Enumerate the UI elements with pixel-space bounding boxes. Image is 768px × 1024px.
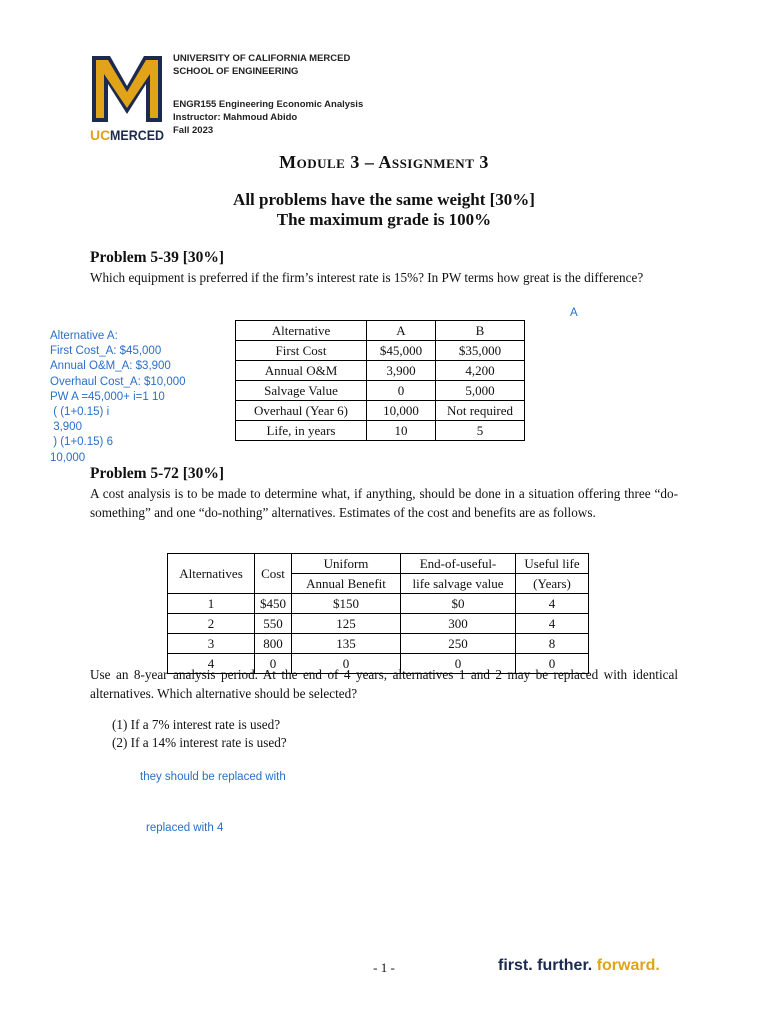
problem2-heading: Problem 5-72 [30%] [90,465,225,482]
table-cell: 125 [292,614,401,634]
table-header-cell: life salvage value [401,574,516,594]
table-cell: $0 [401,594,516,614]
instructor-name: Instructor: Mahmoud Abido [173,112,298,123]
table-header-cell: A [367,321,436,341]
table-header-cell: Uniform [292,554,401,574]
question-item: (1) If a 7% interest rate is used? [112,717,281,732]
table-row [236,401,525,421]
table-row [168,594,589,614]
table-header-cell: Annual Benefit [292,574,401,594]
table-header-cell: End-of-useful- [401,554,516,574]
table-row [168,614,589,634]
table-cell: 4 [516,594,589,614]
table-cell: 10,000 [367,401,436,421]
table-header-cell: Alternatives [168,554,255,594]
table-cell: 250 [401,634,516,654]
table-cell: 5,000 [436,381,525,401]
table-cell: 1 [168,594,255,614]
problem1-text: Which equipment is preferred if the firm’s interest rate is 15%? In PW terms how great is the difference? [90,270,644,285]
problem1-heading: Problem 5-39 [30%] [90,249,225,266]
annotation-left [50,329,186,466]
table-cell: 0 [292,654,401,674]
annotation-line: First Cost_A: $45,000 [50,345,162,358]
table-cell: 5 [436,421,525,441]
table-cell: 10 [367,421,436,441]
table-header-cell: Cost [255,554,292,594]
problem2-instructions: Use an 8-year analysis period. At the end of 4 years, alternatives 1 and 2 may be replaced with identical alternatives. Which alternative should be selected? [90,667,678,701]
table-header-row [236,321,525,341]
table-cell: 3,900 [367,361,436,381]
annotation-replaced-2: replaced with 4 [146,822,224,834]
annotation-a: A [570,307,578,319]
table-cell: 4,200 [436,361,525,381]
annotation-line: 10,000 [50,451,86,464]
table-row [168,634,589,654]
table-cell: 0 [401,654,516,674]
table-row [236,361,525,381]
annotation-line: ) (1+0.15) 6 [50,436,113,449]
table-cell: $450 [255,594,292,614]
tagline-first: first. further. [498,957,597,974]
table-cell: 3 [168,634,255,654]
problem2-text: A cost analysis is to be made to determine what, if anything, should be done in a situation offering three “do-something” and one “do-nothing” alternatives. Estimates of the cost and benefits are as follows. [90,486,678,520]
table-cell: 800 [255,634,292,654]
table-header-cell: Useful life [516,554,589,574]
table-cell: Overhaul (Year 6) [236,401,367,421]
table-cell: 0 [367,381,436,401]
table-cell: First Cost [236,341,367,361]
annotation-line: PW A =45,000+ i=1 10 [50,390,165,403]
table-row [236,341,525,361]
question-item: (2) If a 14% interest rate is used? [112,735,287,750]
term: Fall 2023 [173,125,214,136]
table-cell: Annual O&M [236,361,367,381]
table-cell: 4 [516,614,589,634]
header-course [173,98,363,137]
school-name: SCHOOL OF ENGINEERING [173,66,299,77]
table-cell: 0 [255,654,292,674]
page-number: - 1 - [373,960,395,975]
ucmerced-logo [90,52,164,144]
table-cell: Life, in years [236,421,367,441]
table-header-cell: B [436,321,525,341]
table-cell: 8 [516,634,589,654]
logo-merced-text: MERCED [110,127,164,143]
tagline [498,957,660,975]
university-name: UNIVERSITY OF CALIFORNIA MERCED [173,53,351,64]
table-cell: 550 [255,614,292,634]
question-list [112,716,287,752]
table-cell: $150 [292,594,401,614]
table-row [236,381,525,401]
table-cell: 4 [168,654,255,674]
course-name: ENGR155 Engineering Economic Analysis [173,99,364,110]
weight-note: All problems have the same weight [30%] [233,190,535,209]
table-cell: 135 [292,634,401,654]
header-institution [173,52,350,78]
table-header-cell: Alternative [236,321,367,341]
max-grade-note: The maximum grade is 100% [276,210,492,229]
annotation-replaced-1: they should be replaced with [140,771,286,783]
problem2-table [167,553,589,674]
table-cell: 300 [401,614,516,634]
table-cell: Not required [436,401,525,421]
table-header-row [168,554,589,574]
problem1-table [235,320,525,441]
annotation-line: Overhaul Cost_A: $10,000 [50,375,186,388]
table-cell: $35,000 [436,341,525,361]
logo-uc-text: UC [90,127,111,143]
table-header-cell: (Years) [516,574,589,594]
table-cell: $45,000 [367,341,436,361]
annotation-line: ( (1+0.15) i [50,406,110,419]
table-cell: 0 [516,654,589,674]
annotation-line: Alternative A: [50,330,118,342]
table-row [236,421,525,441]
annotation-line: Annual O&M_A: $3,900 [50,360,171,373]
table-cell: 2 [168,614,255,634]
page-title: Module 3 – Assignment 3 [279,152,489,172]
table-cell: Salvage Value [236,381,367,401]
annotation-line: 3,900 [50,421,82,434]
tagline-forward: forward. [596,957,660,974]
